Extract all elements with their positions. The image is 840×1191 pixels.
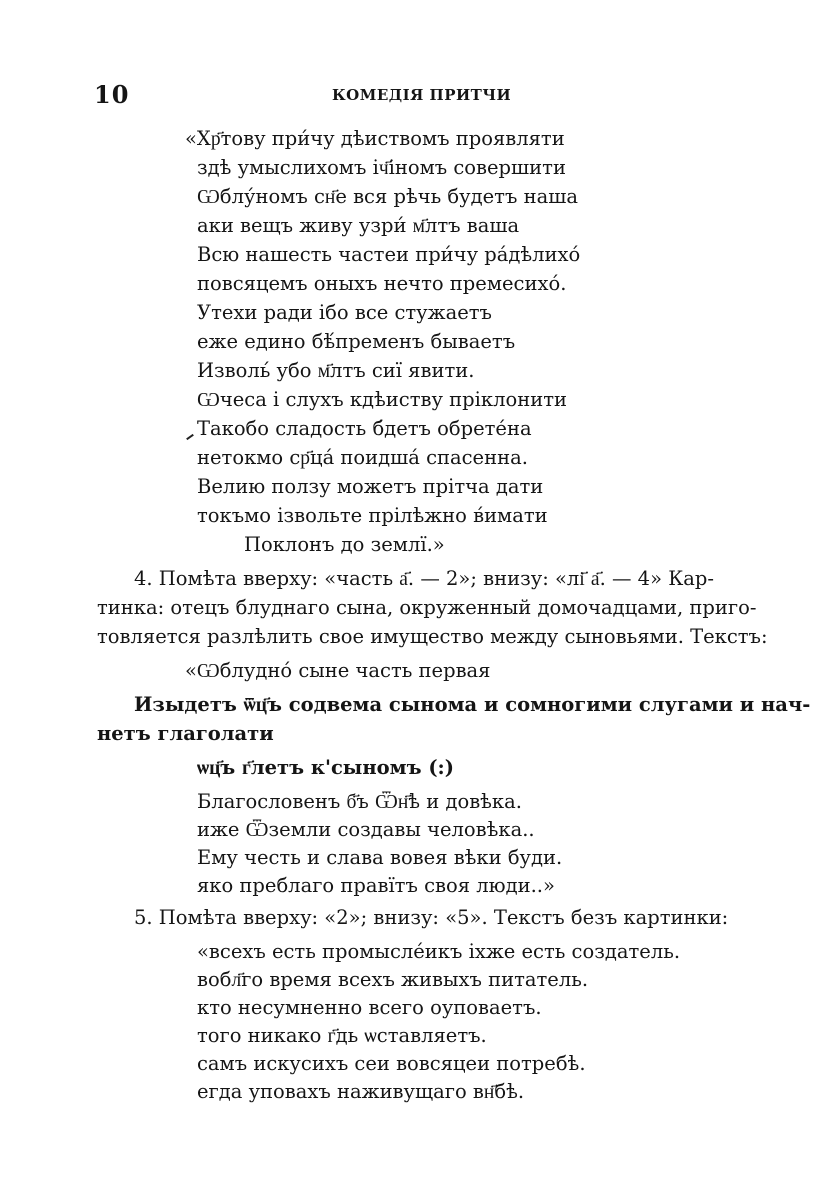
verse-line: яко преблаго правїтъ своя люди..»: [197, 874, 555, 897]
verse-line: самъ искусихъ сеи вовсяцеи потребѣ.: [197, 1052, 586, 1075]
poem-line: Поклонъ до землї.»: [244, 533, 445, 556]
verse-line: Благословенъ б҃ъ Ѿн҃ѣ и довѣка.: [197, 790, 522, 813]
poem-line: Такобо сладость б́детъ обрете́на: [197, 417, 532, 440]
stray-mark: [186, 434, 194, 440]
verse-line: «всехъ есть промысле́икъ іхже есть создатель.: [197, 940, 681, 963]
quote-heading: «Ѡблудно́ сыне часть первая: [185, 659, 491, 682]
poem-line: Ѡблу́номъ сн҃е вся рѣчь будетъ наша: [197, 185, 578, 208]
poem-line: Утехи ради ібо все стужаетъ: [197, 301, 492, 324]
poem-line: Изволь́ убо м҃лтъ сиї явити.: [197, 359, 475, 382]
poem-line: аки вещъ живу узри́ м҃лтъ ваша: [197, 214, 520, 237]
running-title: КОМЕДІЯ ПРИТЧИ: [332, 86, 512, 104]
stage-direction: нетъ глаголати: [97, 722, 274, 745]
paragraph-line: 4. Помѣта вверху: «часть а҃. — 2»; внизу: «лі҃ а҃. — 4» Кар-: [134, 567, 714, 590]
stage-direction: Изыдетъ ѿц҃ъ содвема сынома и сомногими слугами и нач-: [134, 693, 811, 716]
poem-line: еже едино бѣ́пременъ бываетъ: [197, 330, 516, 353]
paragraph-line: тинка: отецъ блуднаго сына, окруженный домочадцами, приго-: [97, 596, 757, 619]
verse-line: вобл҃го время всехъ живыхъ питатель.: [197, 968, 589, 991]
poem-line: токъмо ізвольте прілѣжно в́имати: [197, 504, 548, 527]
verse-line: егда уповахъ наживущаго вн҃бѣ.: [197, 1080, 525, 1103]
verse-line: Ему честь и слава вовея вѣки буди.: [197, 846, 563, 869]
poem-line: здѣ умыслихомъ іч҃іномъ совершити: [197, 156, 566, 179]
poem-line: нетокмо ср҃ца́ поидша́ спасенна.: [197, 446, 528, 469]
paragraph-line: товляется разлѣлить свое имущество между сыновьями. Текстъ:: [97, 625, 768, 648]
paragraph-line: 5. Помѣта вверху: «2»; внизу: «5». Текстъ безъ картинки:: [134, 906, 729, 929]
poem-line: Велию ползу можетъ прітча дати: [197, 475, 544, 498]
page-header: [0, 80, 840, 110]
speaker-line: ѡц҃ъ г҃летъ к'сыномъ (:): [197, 756, 454, 779]
poem-line: Всю нашесть частеи при́чу ра́дѣлихо́: [197, 243, 581, 266]
poem-line: «Хр҃тову при́чу дѣиствомъ проявляти: [185, 127, 565, 150]
verse-line: того никако г҃дь ѡставляетъ.: [197, 1024, 487, 1047]
poem-line: повсяцемъ оныхъ нечто премесихо́.: [197, 272, 567, 295]
verse-line: кто несумненно всего оуповаетъ.: [197, 996, 542, 1019]
verse-line: иже Ѿземли создавы человѣка..: [197, 818, 535, 841]
page-number: 10: [94, 80, 130, 109]
poem-line: Ѡчеса і слухъ кдѣиству пріклонити: [197, 388, 567, 411]
